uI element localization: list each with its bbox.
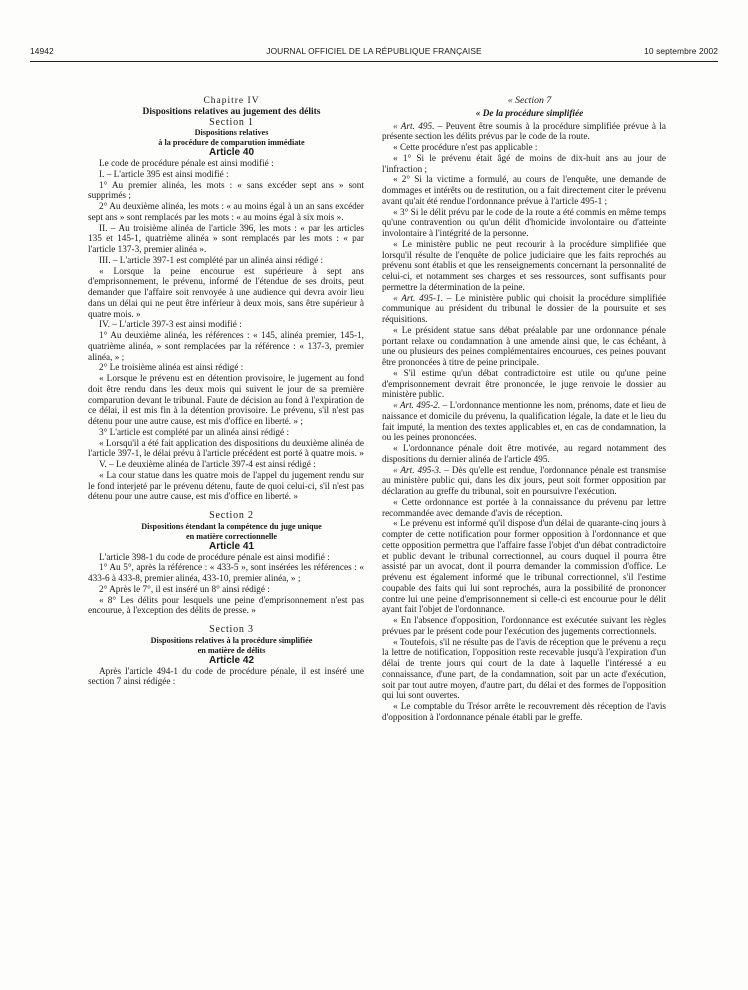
article-40-heading: Article 40 xyxy=(208,147,255,159)
paragraph-text: « Le ministère public ne peut recourir à la procédure simplifiée que lorsqu'il résulte de l'enquête de police judiciaire que les faits reprochés au prévenu sont établis et que les renseignements concernant la personnalité de celui-ci, et notamment ses charges et ses ressources, sont suffisants pour permettre la détermination de la peine. xyxy=(382,239,666,293)
paragraph: Après l'article 494-1 du code de procédure pénale, il est inséré une section 7 ainsi rédigée : xyxy=(88,666,364,688)
section-7-label: « Section 7 xyxy=(507,95,552,106)
paragraph: « Lorsque le prévenu est en détention provisoire, le jugement au fond doit être rendu dans les deux mois qui suivent le jour de sa première comparution devant le tribunal. Faute de décision au fond à l'expiration de ce délai, il est mis fin à la détention provisoire. Le prévenu, s'il n'est pas détenu pour une autre cause, est mis d'office en liberté. » ; xyxy=(88,374,364,427)
paragraph xyxy=(382,122,666,144)
paragraph xyxy=(382,616,666,638)
left-column xyxy=(88,96,364,688)
section-2-title-line-1: Dispositions étendant la compétence du juge unique xyxy=(141,521,322,531)
paragraph-text: « S'il estime qu'un débat contradictoire est utile ou qu'une peine d'emprisonnement devrait être prononcée, le juge renvoie le dossier au ministère public. xyxy=(382,368,666,401)
article-reference: « Art. 495-3. xyxy=(393,465,442,476)
paragraph xyxy=(382,143,666,154)
page-header xyxy=(30,46,718,60)
paragraph: V. – Le deuxième alinéa de l'article 397-4 est ainsi rédigé : xyxy=(99,460,316,470)
paragraph-text: « Cette ordonnance est portée à la connaissance du prévenu par lettre recommandée avec demande d'avis de réception. xyxy=(382,497,666,519)
paragraph: « La cour statue dans les quatre mois de l'appel du jugement rendu sur le fond interjeté par le prévenu détenu, faute de quoi celui-ci, s'il n'est pas détenu pour une autre cause, est mis d'office en liberté. » xyxy=(88,470,364,503)
header-rule xyxy=(30,61,718,62)
chapter-label: Chapitre IV xyxy=(203,96,260,106)
paragraph xyxy=(382,175,666,207)
paragraph-text: « 3° Si le délit prévu par le code de la route a été commis en même temps qu'une contravention ou qu'un délit d'homicide involontaire ou d'atteinte involontaire à l'intégrité de la personne. xyxy=(382,207,666,239)
paragraph xyxy=(382,519,666,616)
article-reference: « Art. 495. xyxy=(393,121,435,132)
section-1-title-line-1: Dispositions relatives xyxy=(194,128,269,138)
article-42-body xyxy=(88,667,364,689)
journal-title: JOURNAL OFFICIEL DE LA RÉPUBLIQUE FRANÇAISE xyxy=(266,46,482,56)
paragraph: III. – L'article 397-1 est complété par un alinéa ainsi rédigé : xyxy=(99,255,324,266)
article-reference: « Art. 495-2. xyxy=(393,401,441,411)
paragraph xyxy=(382,444,666,466)
paragraph: 1° Au premier alinéa, les mots : « sans excéder sept ans » sont supprimés ; xyxy=(88,180,364,202)
paragraph-text: « Le comptable du Trésor arrête le recouvrement dès réception de l'avis d'opposition à l'ordonnance pénale établi par le greffe. xyxy=(382,702,666,723)
paragraph: 3° L'article est complété par un alinéa ainsi rédigé : xyxy=(99,427,290,438)
page-number: 14942 xyxy=(30,46,54,56)
section-3-title-line-1: Dispositions relatives à la procédure simplifiée xyxy=(150,635,313,645)
section-2-title-line-2: en matière correctionnelle xyxy=(185,531,278,541)
paragraph xyxy=(382,208,666,240)
paragraph-text: « Le président statue sans débat préalable par une ordonnance pénale portant relaxe ou condamnation à une amende ainsi que, le cas échéant, à une ou plusieurs des peines complémentaires encourues, ces peines pouvant être prononcées à titre de peine principale. xyxy=(382,325,666,368)
section-2-label: Section 2 xyxy=(209,510,254,521)
paragraph-text: « 1° Si le prévenu était âgé de moins de dix-huit ans au jour de l'infraction ; xyxy=(382,153,666,175)
paragraph xyxy=(382,294,666,326)
paragraph-text: – Le ministère public qui choisit la procédure simplifiée communique au président du tribunal le dossier de la poursuite et ses réquisitions. xyxy=(382,293,666,325)
paragraph: IV. – L'article 397-3 est ainsi modifié : xyxy=(99,320,242,331)
paragraph: 1° Au 5°, après la référence : « 433-5 », sont insérées les références : « 433-6 à 433-8, premier alinéa, 433-10, premier alinéa, » ; xyxy=(88,563,364,584)
article-42-heading: Article 42 xyxy=(208,654,255,666)
article-reference: « Art. 495-1. xyxy=(393,293,444,304)
paragraph xyxy=(382,401,666,444)
article-41-body xyxy=(88,553,364,618)
paragraph xyxy=(382,326,666,369)
paragraph-text: « 2° Si la victime a formulé, au cours de l'enquête, une demande de dommages et intérêts ou de restitution, ou a fait directement citer le prévenu avant qu'ait été rendue l'ordonnance prévue à l'article 495-1 ; xyxy=(382,175,666,207)
paragraph xyxy=(382,240,666,294)
section-1-label: Section 1 xyxy=(209,116,254,128)
paragraph: 1° Au deuxième alinéa, les références : « 145, alinéa premier, 145-1, quatrième alinéa, » sont remplacées par la référence : « 137-3, premier alinéa, » ; xyxy=(88,331,364,363)
paragraph-text: « Cette procédure n'est pas applicable : xyxy=(393,143,538,153)
paragraph xyxy=(382,702,666,724)
section-7-title: « De la procédure simplifiée xyxy=(475,108,584,119)
paragraph: I. – L'article 395 est ainsi modifié : xyxy=(99,169,229,180)
chapter-title: Dispositions relatives au jugement des délits xyxy=(142,106,321,117)
publication-date: 10 septembre 2002 xyxy=(644,46,718,56)
article-40-body xyxy=(88,159,364,503)
paragraph-text: « Le prévenu est informé qu'il dispose d'un délai de quarante-cinq jours à compter de cette notification pour former opposition à l'ordonnance et que cette opposition permettra que l'affaire fasse l'objet d'un débat contradictoire et public devant le tribunal correctionnel, au cours duquel il pourra être assisté par un avocat, dont il pourra demander la commission d'office. Le prévenu est également informé que le tribunal correctionnel, s'il l'estime coupable des faits qui lui sont reprochés, aura la possibilité de prononcer contre lui une peine d'emprisonnement si celle-ci est encourue pour le délit ayant fait l'objet de l'ordonnance. xyxy=(382,519,666,616)
paragraph xyxy=(382,498,666,520)
paragraph: 2° Le troisième alinéa est ainsi rédigé : xyxy=(99,363,244,374)
paragraph: Le code de procédure pénale est ainsi modifié : xyxy=(99,159,274,169)
section-3-label: Section 3 xyxy=(209,624,254,635)
paragraph: « Lorsqu'il a été fait application des dispositions du deuxième alinéa de l'article 397-1, le délai prévu à l'article précédent est porté à quatre mois. » xyxy=(88,438,364,460)
paragraph xyxy=(382,154,666,176)
section-1-title-line-2: à la procédure de comparution immédiate xyxy=(158,138,305,148)
paragraph-text: « En l'absence d'opposition, l'ordonnance est exécutée suivant les règles prévues par le présent code pour l'exécution des jugements correctionnels. xyxy=(382,616,666,637)
paragraph xyxy=(382,466,666,498)
paragraph: 2° Au deuxième alinéa, les mots : « au moins égal à un an sans excéder sept ans » sont remplacés par les mots : « au moins égal à six mois ». xyxy=(88,202,364,223)
paragraph: L'article 398-1 du code de procédure pénale est ainsi modifié : xyxy=(99,552,330,563)
paragraph-text: – L'ordonnance mentionne les nom, prénoms, date et lieu de naissance et domicile du prévenu, la qualification légale, la date et le lieu du fait imputé, la mention des textes applicables et, en cas de condamnation, la ou les peines prononcées. xyxy=(382,401,666,444)
paragraph xyxy=(382,638,666,703)
paragraph-text: « Toutefois, s'il ne résulte pas de l'avis de réception que le prévenu a reçu la lettre de notification, l'opposition reste recevable jusqu'à l'expiration d'un délai de trente jours qui court de la date à laquelle l'intéressé a eu connaissance, d'une part, de la condamnation, soit par un acte d'exécution, soit par tout autre moyen, d'autre part, du délai et des formes de l'opposition qui lui sont ouvertes. xyxy=(382,637,666,702)
section-7-body xyxy=(382,122,666,724)
paragraph: « 8° Les délits pour lesquels une peine d'emprisonnement n'est pas encourue, à l'exception des délits de presse. » xyxy=(88,595,364,617)
paragraph xyxy=(382,369,666,401)
section-3-title-line-2: en matière de délits xyxy=(197,645,266,655)
article-41-heading: Article 41 xyxy=(208,540,255,552)
paragraph-text: – Dès qu'elle est rendue, l'ordonnance pénale est transmise au ministère public qui, dans les dix jours, peut soit former opposition par déclaration au greffe du tribunal, soit en poursuivre l'exécution. xyxy=(382,465,667,497)
paragraph: « Lorsque la peine encourue est supérieure à sept ans d'emprisonnement, le prévenu, informé de l'étendue de ses droits, peut demander que l'affaire soit renvoyée à une audience qui devra avoir lieu dans un délai qui ne peut être inférieur à deux mois, sans être supérieur à quatre mois. » xyxy=(88,266,364,320)
paragraph-text: « L'ordonnance pénale doit être motivée, au regard notamment des dispositions du dernier alinéa de l'article 495. xyxy=(382,444,666,465)
paragraph: 2° Après le 7°, il est inséré un 8° ainsi rédigé : xyxy=(99,584,270,595)
right-column xyxy=(382,96,666,724)
paragraph: II. – Au troisième alinéa de l'article 396, les mots : « par les articles 135 et 145-1, quatrième alinéa » sont remplacés par les mots : « par l'article 137-3, premier alinéa ». xyxy=(88,223,364,255)
paragraph-text: – Peuvent être soumis à la procédure simplifiée prévue à la présente section les délits prévus par le code de la route. xyxy=(382,121,667,143)
